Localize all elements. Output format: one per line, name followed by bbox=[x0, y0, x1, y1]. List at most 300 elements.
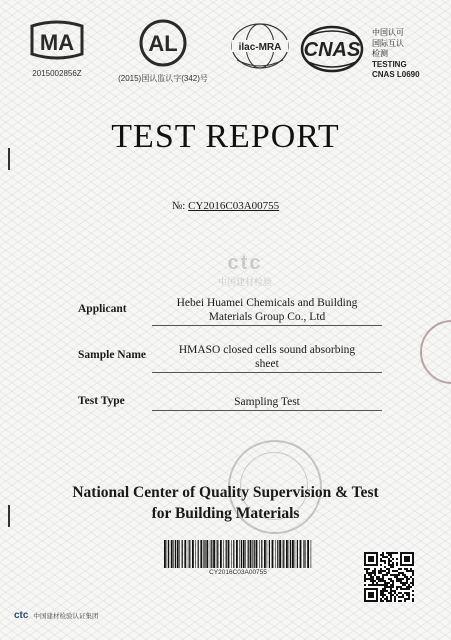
qr-module bbox=[378, 580, 380, 582]
qr-module bbox=[402, 578, 404, 580]
qr-module bbox=[378, 570, 380, 572]
applicant-value bbox=[152, 296, 382, 326]
qr-module bbox=[372, 570, 374, 572]
qr-module bbox=[392, 574, 394, 576]
qr-module bbox=[390, 566, 392, 568]
qr-module bbox=[390, 600, 392, 602]
barcode-bar bbox=[182, 540, 183, 568]
barcode-bar bbox=[243, 540, 245, 568]
qr-module bbox=[374, 570, 376, 572]
barcode-bar bbox=[261, 540, 262, 568]
barcode-bar bbox=[259, 540, 260, 568]
barcode-bar bbox=[217, 540, 218, 568]
qr-module bbox=[364, 576, 366, 578]
barcode-bar bbox=[307, 540, 309, 568]
qr-module bbox=[364, 584, 366, 586]
qr-module bbox=[382, 578, 384, 580]
qr-module bbox=[382, 588, 384, 590]
qr-module bbox=[406, 570, 408, 572]
qr-module bbox=[400, 568, 402, 570]
test-type-label: Test Type bbox=[78, 395, 125, 407]
qr-module bbox=[390, 590, 392, 592]
qr-module bbox=[380, 560, 382, 562]
qr-module bbox=[392, 564, 394, 566]
qr-module bbox=[364, 568, 366, 570]
ctc-watermark bbox=[190, 252, 300, 288]
qr-module bbox=[394, 600, 396, 602]
qr-module bbox=[412, 594, 414, 596]
barcode-bar bbox=[250, 540, 252, 568]
barcode-bar bbox=[233, 540, 234, 568]
qr-module bbox=[390, 574, 392, 576]
qr-module bbox=[384, 566, 386, 568]
qr-module bbox=[388, 568, 390, 570]
qr-module bbox=[400, 580, 402, 582]
qr-module bbox=[374, 572, 376, 574]
qr-module bbox=[392, 580, 394, 582]
barcode-bar bbox=[198, 540, 199, 568]
qr-module bbox=[402, 582, 404, 584]
qr-module bbox=[366, 578, 368, 580]
barcode-bar bbox=[241, 540, 242, 568]
qr-module bbox=[390, 586, 392, 588]
barcode-bar bbox=[179, 540, 180, 568]
qr-module bbox=[384, 562, 386, 564]
barcode-bar bbox=[283, 540, 284, 568]
qr-module bbox=[384, 556, 386, 558]
sample-name-value bbox=[152, 343, 382, 373]
barcode-bar bbox=[272, 540, 274, 568]
barcode-bar bbox=[231, 540, 232, 568]
qr-module bbox=[388, 600, 390, 602]
side-seal-stamp bbox=[420, 320, 451, 384]
qr-module bbox=[384, 570, 386, 572]
watermark-brand: ctc bbox=[227, 252, 263, 274]
barcode-bar bbox=[175, 540, 176, 568]
qr-module bbox=[364, 578, 366, 580]
qr-module bbox=[374, 574, 376, 576]
qr-module bbox=[390, 594, 392, 596]
ilac-logo-text: ilac-MRA bbox=[238, 42, 282, 53]
qr-module bbox=[392, 552, 394, 554]
barcode-bar bbox=[245, 540, 246, 568]
qr-module bbox=[400, 582, 402, 584]
barcode-bar bbox=[254, 540, 255, 568]
qr-module bbox=[398, 568, 400, 570]
qr-module bbox=[388, 560, 390, 562]
qr-module bbox=[384, 560, 386, 562]
qr-module bbox=[376, 576, 378, 578]
ilac-globe-icon bbox=[229, 22, 291, 72]
qr-module bbox=[382, 552, 384, 554]
qr-module bbox=[396, 574, 398, 576]
cnas-line: CNAS L0690 bbox=[372, 70, 420, 79]
qr-module bbox=[394, 598, 396, 600]
cma-seal-icon bbox=[24, 20, 90, 64]
qr-module bbox=[370, 584, 372, 586]
qr-module bbox=[376, 582, 378, 584]
qr-module bbox=[392, 570, 394, 572]
qr-module bbox=[386, 590, 388, 592]
qr-module bbox=[394, 590, 396, 592]
qr-module bbox=[366, 568, 368, 570]
qr-module bbox=[404, 600, 406, 602]
footer-organization-name: 中国建材检验认证集团 bbox=[33, 612, 99, 620]
qr-module bbox=[392, 562, 394, 564]
qr-module bbox=[380, 554, 382, 556]
qr-module bbox=[412, 600, 414, 602]
qr-module bbox=[378, 584, 380, 586]
qr-module bbox=[394, 552, 396, 554]
qr-module bbox=[402, 594, 404, 596]
qr-module bbox=[398, 586, 400, 588]
qr-module bbox=[382, 600, 384, 602]
qr-module bbox=[388, 562, 390, 564]
qr-module bbox=[404, 568, 406, 570]
qr-module bbox=[402, 596, 404, 598]
qr-module bbox=[378, 578, 380, 580]
qr-module bbox=[410, 568, 412, 570]
qr-module bbox=[380, 600, 382, 602]
qr-module bbox=[388, 586, 390, 588]
qr-module bbox=[390, 578, 392, 580]
barcode-bar bbox=[200, 540, 202, 568]
qr-module bbox=[370, 572, 372, 574]
qr-module bbox=[396, 564, 398, 566]
qr-module bbox=[392, 558, 394, 560]
qr-module bbox=[380, 570, 382, 572]
qr-module bbox=[388, 558, 390, 560]
qr-module bbox=[408, 570, 410, 572]
barcode-bar bbox=[188, 540, 189, 568]
qr-module bbox=[412, 570, 414, 572]
issuing-center bbox=[0, 482, 451, 524]
qr-module bbox=[410, 570, 412, 572]
qr-module bbox=[404, 582, 406, 584]
qr-module bbox=[388, 572, 390, 574]
qr-module bbox=[380, 594, 382, 596]
qr-module bbox=[406, 580, 408, 582]
qr-module bbox=[368, 568, 370, 570]
qr-module bbox=[388, 554, 390, 556]
qr-module bbox=[398, 596, 400, 598]
barcode-bar bbox=[167, 540, 168, 568]
barcode-bar bbox=[256, 540, 258, 568]
cnas-line: 国际互认 bbox=[372, 38, 404, 48]
issuing-center-line: for Building Materials bbox=[151, 505, 300, 522]
qr-module bbox=[412, 580, 414, 582]
report-number bbox=[0, 200, 451, 212]
qr-module bbox=[384, 586, 386, 588]
qr-module bbox=[400, 578, 402, 580]
qr-module bbox=[384, 574, 386, 576]
qr-module bbox=[390, 560, 392, 562]
qr-module bbox=[394, 574, 396, 576]
barcode-bar bbox=[192, 540, 194, 568]
qr-module bbox=[384, 594, 386, 596]
qr-module bbox=[382, 584, 384, 586]
qr-module bbox=[386, 556, 388, 558]
qr-module bbox=[398, 572, 400, 574]
qr-module bbox=[392, 586, 394, 588]
barcode-bar bbox=[289, 540, 290, 568]
qr-module bbox=[404, 588, 406, 590]
barcode-bar bbox=[295, 540, 296, 568]
qr-module bbox=[412, 584, 414, 586]
watermark-name: 中国建材检验 bbox=[217, 278, 272, 288]
qr-module bbox=[380, 568, 382, 570]
qr-module bbox=[392, 566, 394, 568]
qr-module bbox=[380, 584, 382, 586]
qr-module bbox=[382, 590, 384, 592]
qr-code bbox=[364, 552, 414, 602]
cnas-logo-text: CNAS bbox=[303, 39, 361, 61]
qr-module bbox=[390, 556, 392, 558]
qr-module bbox=[390, 564, 392, 566]
qr-module bbox=[396, 562, 398, 564]
qr-module bbox=[386, 596, 388, 598]
qr-module bbox=[404, 598, 406, 600]
qr-module bbox=[412, 598, 414, 600]
qr-module bbox=[388, 592, 390, 594]
qr-module bbox=[368, 592, 374, 598]
qr-module bbox=[402, 584, 404, 586]
qr-module bbox=[396, 578, 398, 580]
qr-module bbox=[390, 598, 392, 600]
report-title: TEST REPORT bbox=[111, 118, 340, 155]
qr-module bbox=[374, 568, 376, 570]
barcode-bar bbox=[311, 540, 312, 568]
qr-module bbox=[364, 580, 366, 582]
qr-module bbox=[396, 588, 398, 590]
barcode-bar bbox=[211, 540, 212, 568]
qr-module bbox=[378, 572, 380, 574]
qr-module bbox=[384, 588, 386, 590]
qr-module bbox=[374, 584, 376, 586]
qr-module bbox=[376, 578, 378, 580]
barcode-bar bbox=[269, 540, 270, 568]
qr-module bbox=[398, 578, 400, 580]
qr-module bbox=[406, 576, 408, 578]
qr-module bbox=[398, 574, 400, 576]
qr-module bbox=[372, 584, 374, 586]
sample-name-label: Sample Name bbox=[78, 349, 147, 361]
qr-module bbox=[368, 574, 370, 576]
qr-module bbox=[406, 594, 408, 596]
ilac-mra-logo bbox=[228, 22, 292, 77]
cma-code: 2015002856Z bbox=[32, 69, 82, 78]
cnas-line: 检测 bbox=[372, 49, 388, 58]
issuing-center-line: National Center of Quality Supervision & Test bbox=[72, 484, 379, 501]
qr-module bbox=[372, 580, 374, 582]
barcode-bar bbox=[286, 540, 288, 568]
qr-module bbox=[404, 574, 406, 576]
qr-module bbox=[390, 554, 392, 556]
barcode-bar bbox=[213, 540, 215, 568]
qr-module bbox=[406, 578, 408, 580]
qr-module bbox=[380, 572, 382, 574]
qr-module bbox=[406, 568, 408, 570]
qr-module bbox=[366, 572, 368, 574]
qr-module bbox=[410, 576, 412, 578]
qr-module bbox=[410, 586, 412, 588]
qr-module bbox=[400, 596, 402, 598]
footer-ctc-logo: ctc bbox=[14, 610, 29, 621]
qr-module bbox=[372, 578, 374, 580]
qr-module bbox=[382, 554, 384, 556]
qr-module bbox=[386, 598, 388, 600]
qr-module bbox=[400, 586, 402, 588]
barcode-caption: CY2016C03A00755 bbox=[209, 569, 267, 576]
qr-module bbox=[406, 598, 408, 600]
barcode-bar bbox=[220, 540, 222, 568]
qr-module bbox=[382, 570, 384, 572]
svg-text:MA: MA bbox=[39, 30, 75, 55]
qr-module bbox=[384, 580, 386, 582]
barcode-bar bbox=[228, 540, 230, 568]
barcode-bar bbox=[204, 540, 205, 568]
qr-module bbox=[412, 590, 414, 592]
test-type-value bbox=[152, 395, 382, 411]
barcode-bar bbox=[277, 540, 278, 568]
qr-module bbox=[368, 578, 370, 580]
barcode-bar bbox=[195, 540, 196, 568]
qr-module bbox=[384, 584, 386, 586]
barcode-bar bbox=[297, 540, 298, 568]
cal-logo bbox=[118, 18, 208, 84]
qr-module bbox=[402, 588, 404, 590]
qr-module bbox=[384, 598, 386, 600]
qr-module bbox=[382, 574, 384, 576]
qr-module bbox=[402, 572, 404, 574]
barcode-bar bbox=[300, 540, 302, 568]
qr-module bbox=[386, 584, 388, 586]
qr-module bbox=[368, 572, 370, 574]
qr-module bbox=[388, 564, 390, 566]
qr-module bbox=[394, 576, 396, 578]
cnas-accreditation-text bbox=[372, 28, 420, 81]
qr-module bbox=[408, 598, 410, 600]
qr-module bbox=[390, 580, 392, 582]
qr-module bbox=[384, 590, 386, 592]
qr-module bbox=[386, 586, 388, 588]
qr-module bbox=[412, 578, 414, 580]
qr-module bbox=[372, 582, 374, 584]
qr-module bbox=[398, 600, 400, 602]
qr-module bbox=[390, 592, 392, 594]
qr-module bbox=[382, 596, 384, 598]
cma-logo bbox=[20, 20, 94, 78]
qr-module bbox=[392, 590, 394, 592]
qr-module bbox=[396, 594, 398, 596]
qr-module bbox=[412, 582, 414, 584]
barcode-bar bbox=[210, 540, 211, 568]
barcode-bar bbox=[203, 540, 204, 568]
qr-module bbox=[388, 578, 390, 580]
qr-module bbox=[398, 592, 400, 594]
barcode-bar bbox=[177, 540, 179, 568]
test-type-value-line: Sampling Test bbox=[234, 396, 300, 408]
qr-module bbox=[392, 594, 394, 596]
qr-module bbox=[408, 578, 410, 580]
applicant-label: Applicant bbox=[78, 303, 127, 315]
qr-module bbox=[372, 576, 374, 578]
barcode-bar bbox=[252, 540, 253, 568]
qr-module bbox=[400, 588, 402, 590]
barcode-bar bbox=[304, 540, 305, 568]
barcode-bar bbox=[184, 540, 186, 568]
qr-module bbox=[408, 596, 410, 598]
barcode-bar bbox=[248, 540, 249, 568]
qr-module bbox=[364, 574, 366, 576]
qr-module bbox=[412, 574, 414, 576]
qr-module bbox=[406, 588, 408, 590]
qr-module bbox=[394, 592, 396, 594]
qr-module bbox=[380, 578, 382, 580]
qr-module bbox=[380, 580, 382, 582]
cal-caption: (2015)国认监认字(342)号 bbox=[118, 74, 208, 83]
qr-module bbox=[386, 574, 388, 576]
qr-module bbox=[368, 584, 370, 586]
report-barcode bbox=[162, 540, 314, 568]
sample-name-value-line: HMASO closed cells sound absorbing bbox=[178, 344, 356, 356]
qr-module bbox=[402, 574, 404, 576]
qr-module bbox=[368, 556, 374, 562]
qr-module bbox=[394, 596, 396, 598]
barcode-bar bbox=[164, 540, 166, 568]
qr-module bbox=[390, 596, 392, 598]
qr-module bbox=[386, 552, 388, 554]
qr-module bbox=[396, 586, 398, 588]
cal-seal-icon bbox=[137, 18, 189, 68]
qr-module bbox=[404, 576, 406, 578]
barcode-bar bbox=[282, 540, 283, 568]
qr-module bbox=[370, 574, 372, 576]
qr-module bbox=[396, 576, 398, 578]
barcode-bar bbox=[171, 540, 173, 568]
applicant-value-line: Materials Group Co., Ltd bbox=[208, 311, 326, 323]
qr-module bbox=[404, 592, 406, 594]
qr-module bbox=[388, 552, 390, 554]
barcode-bar bbox=[290, 540, 291, 568]
qr-module bbox=[408, 586, 410, 588]
qr-module bbox=[396, 580, 398, 582]
report-number-value: CY2016C03A00755 bbox=[188, 200, 280, 212]
cnas-line: 中国认可 bbox=[372, 28, 404, 37]
cnas-logo bbox=[296, 24, 368, 79]
qr-module bbox=[382, 556, 384, 558]
qr-module bbox=[406, 582, 408, 584]
qr-module bbox=[390, 552, 392, 554]
applicant-value-line: Hebei Huamei Chemicals and Building bbox=[176, 297, 358, 309]
barcode-bar bbox=[236, 540, 238, 568]
barcode-bar bbox=[206, 540, 208, 568]
qr-module bbox=[390, 588, 392, 590]
qr-module bbox=[406, 592, 408, 594]
qr-module bbox=[370, 580, 372, 582]
barcode-bar bbox=[216, 540, 217, 568]
barcode-bar bbox=[275, 540, 276, 568]
qr-module bbox=[374, 580, 376, 582]
qr-module bbox=[396, 570, 398, 572]
qr-module bbox=[390, 584, 392, 586]
barcode-bar bbox=[173, 540, 174, 568]
qr-module bbox=[400, 572, 402, 574]
qr-module bbox=[394, 570, 396, 572]
qr-module bbox=[410, 582, 412, 584]
qr-module bbox=[404, 556, 410, 562]
qr-module bbox=[396, 558, 398, 560]
